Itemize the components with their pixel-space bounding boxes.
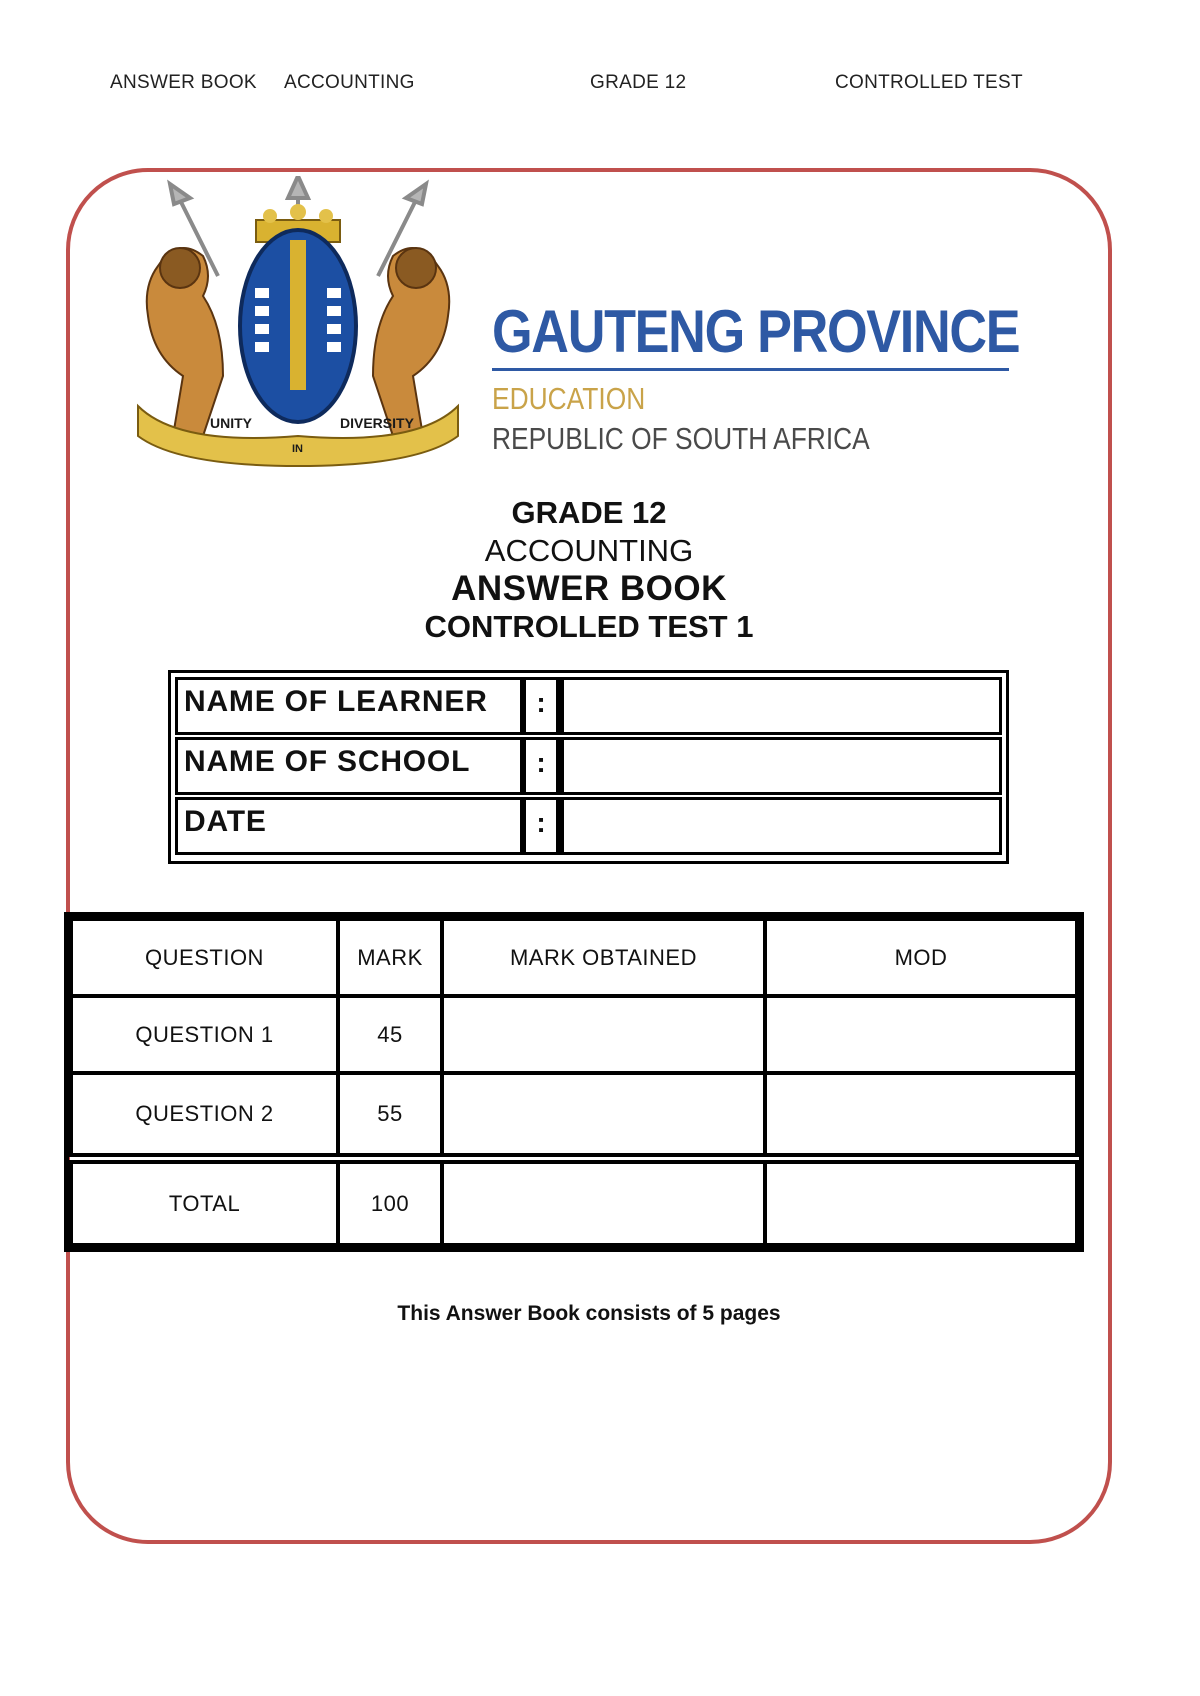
learner-row-school [175, 737, 1002, 795]
title-grade: GRADE 12 [511, 495, 667, 530]
mark-cell: 45 [338, 996, 442, 1073]
table-row [71, 996, 1077, 1073]
table-row [71, 1073, 1077, 1159]
learner-name-label: NAME OF LEARNER [175, 677, 526, 735]
total-row [71, 1159, 1077, 1245]
school-name-colon: : [526, 737, 562, 795]
brand-department: EDUCATION [492, 381, 646, 416]
department-brand [492, 300, 1032, 457]
mod-cell[interactable] [765, 1073, 1077, 1159]
date-label: DATE [175, 797, 526, 855]
learner-name-field[interactable] [562, 677, 1002, 735]
school-name-label: NAME OF SCHOOL [175, 737, 526, 795]
learner-details-box [168, 670, 1009, 864]
date-field[interactable] [562, 797, 1002, 855]
school-name-field[interactable] [562, 737, 1002, 795]
brand-name: GAUTENG PROVINCE [492, 298, 1020, 365]
learner-name-colon: : [526, 677, 562, 735]
mark-obtained-cell[interactable] [442, 1073, 765, 1159]
brand-country: REPUBLIC OF SOUTH AFRICA [492, 421, 870, 456]
mark-cell: 55 [338, 1073, 442, 1159]
date-colon: : [526, 797, 562, 855]
header-test: CONTROLLED TEST [835, 72, 1023, 93]
header-mark-obtained: MARK OBTAINED [442, 919, 765, 996]
header-grade: GRADE 12 [590, 72, 687, 93]
title-test: CONTROLLED TEST 1 [424, 609, 754, 644]
motto-left-text: UNITY [210, 415, 252, 431]
brand-rule [492, 368, 1009, 371]
header-doc-type: ANSWER BOOK [110, 72, 257, 93]
total-mark-cell: 100 [338, 1159, 442, 1245]
page-header [0, 72, 1200, 96]
marks-header-row [71, 919, 1077, 996]
lion-icon-right [373, 248, 449, 436]
header-mod: MOD [765, 919, 1077, 996]
page-count-note: This Answer Book consists of 5 pages [397, 1302, 781, 1325]
learner-row-name [175, 677, 1002, 735]
shield-icon [240, 230, 356, 422]
cover-titles [0, 494, 1178, 646]
question-cell: QUESTION 1 [71, 996, 338, 1073]
mod-cell[interactable] [765, 996, 1077, 1073]
motto-right-text: DIVERSITY [340, 415, 414, 431]
header-mark: MARK [338, 919, 442, 996]
learner-row-date [175, 797, 1002, 855]
mark-obtained-cell[interactable] [442, 996, 765, 1073]
marks-table [64, 912, 1084, 1252]
total-obtained-cell[interactable] [442, 1159, 765, 1245]
question-cell: QUESTION 2 [71, 1073, 338, 1159]
coat-of-arms-logo [118, 176, 478, 476]
title-answer-book: ANSWER BOOK [451, 569, 727, 608]
title-subject: ACCOUNTING [484, 533, 694, 568]
lion-icon-left [147, 248, 223, 436]
motto-middle-text: IN [292, 443, 303, 455]
total-label-cell: TOTAL [71, 1159, 338, 1245]
header-subject: ACCOUNTING [284, 72, 415, 93]
total-mod-cell[interactable] [765, 1159, 1077, 1245]
header-question: QUESTION [71, 919, 338, 996]
